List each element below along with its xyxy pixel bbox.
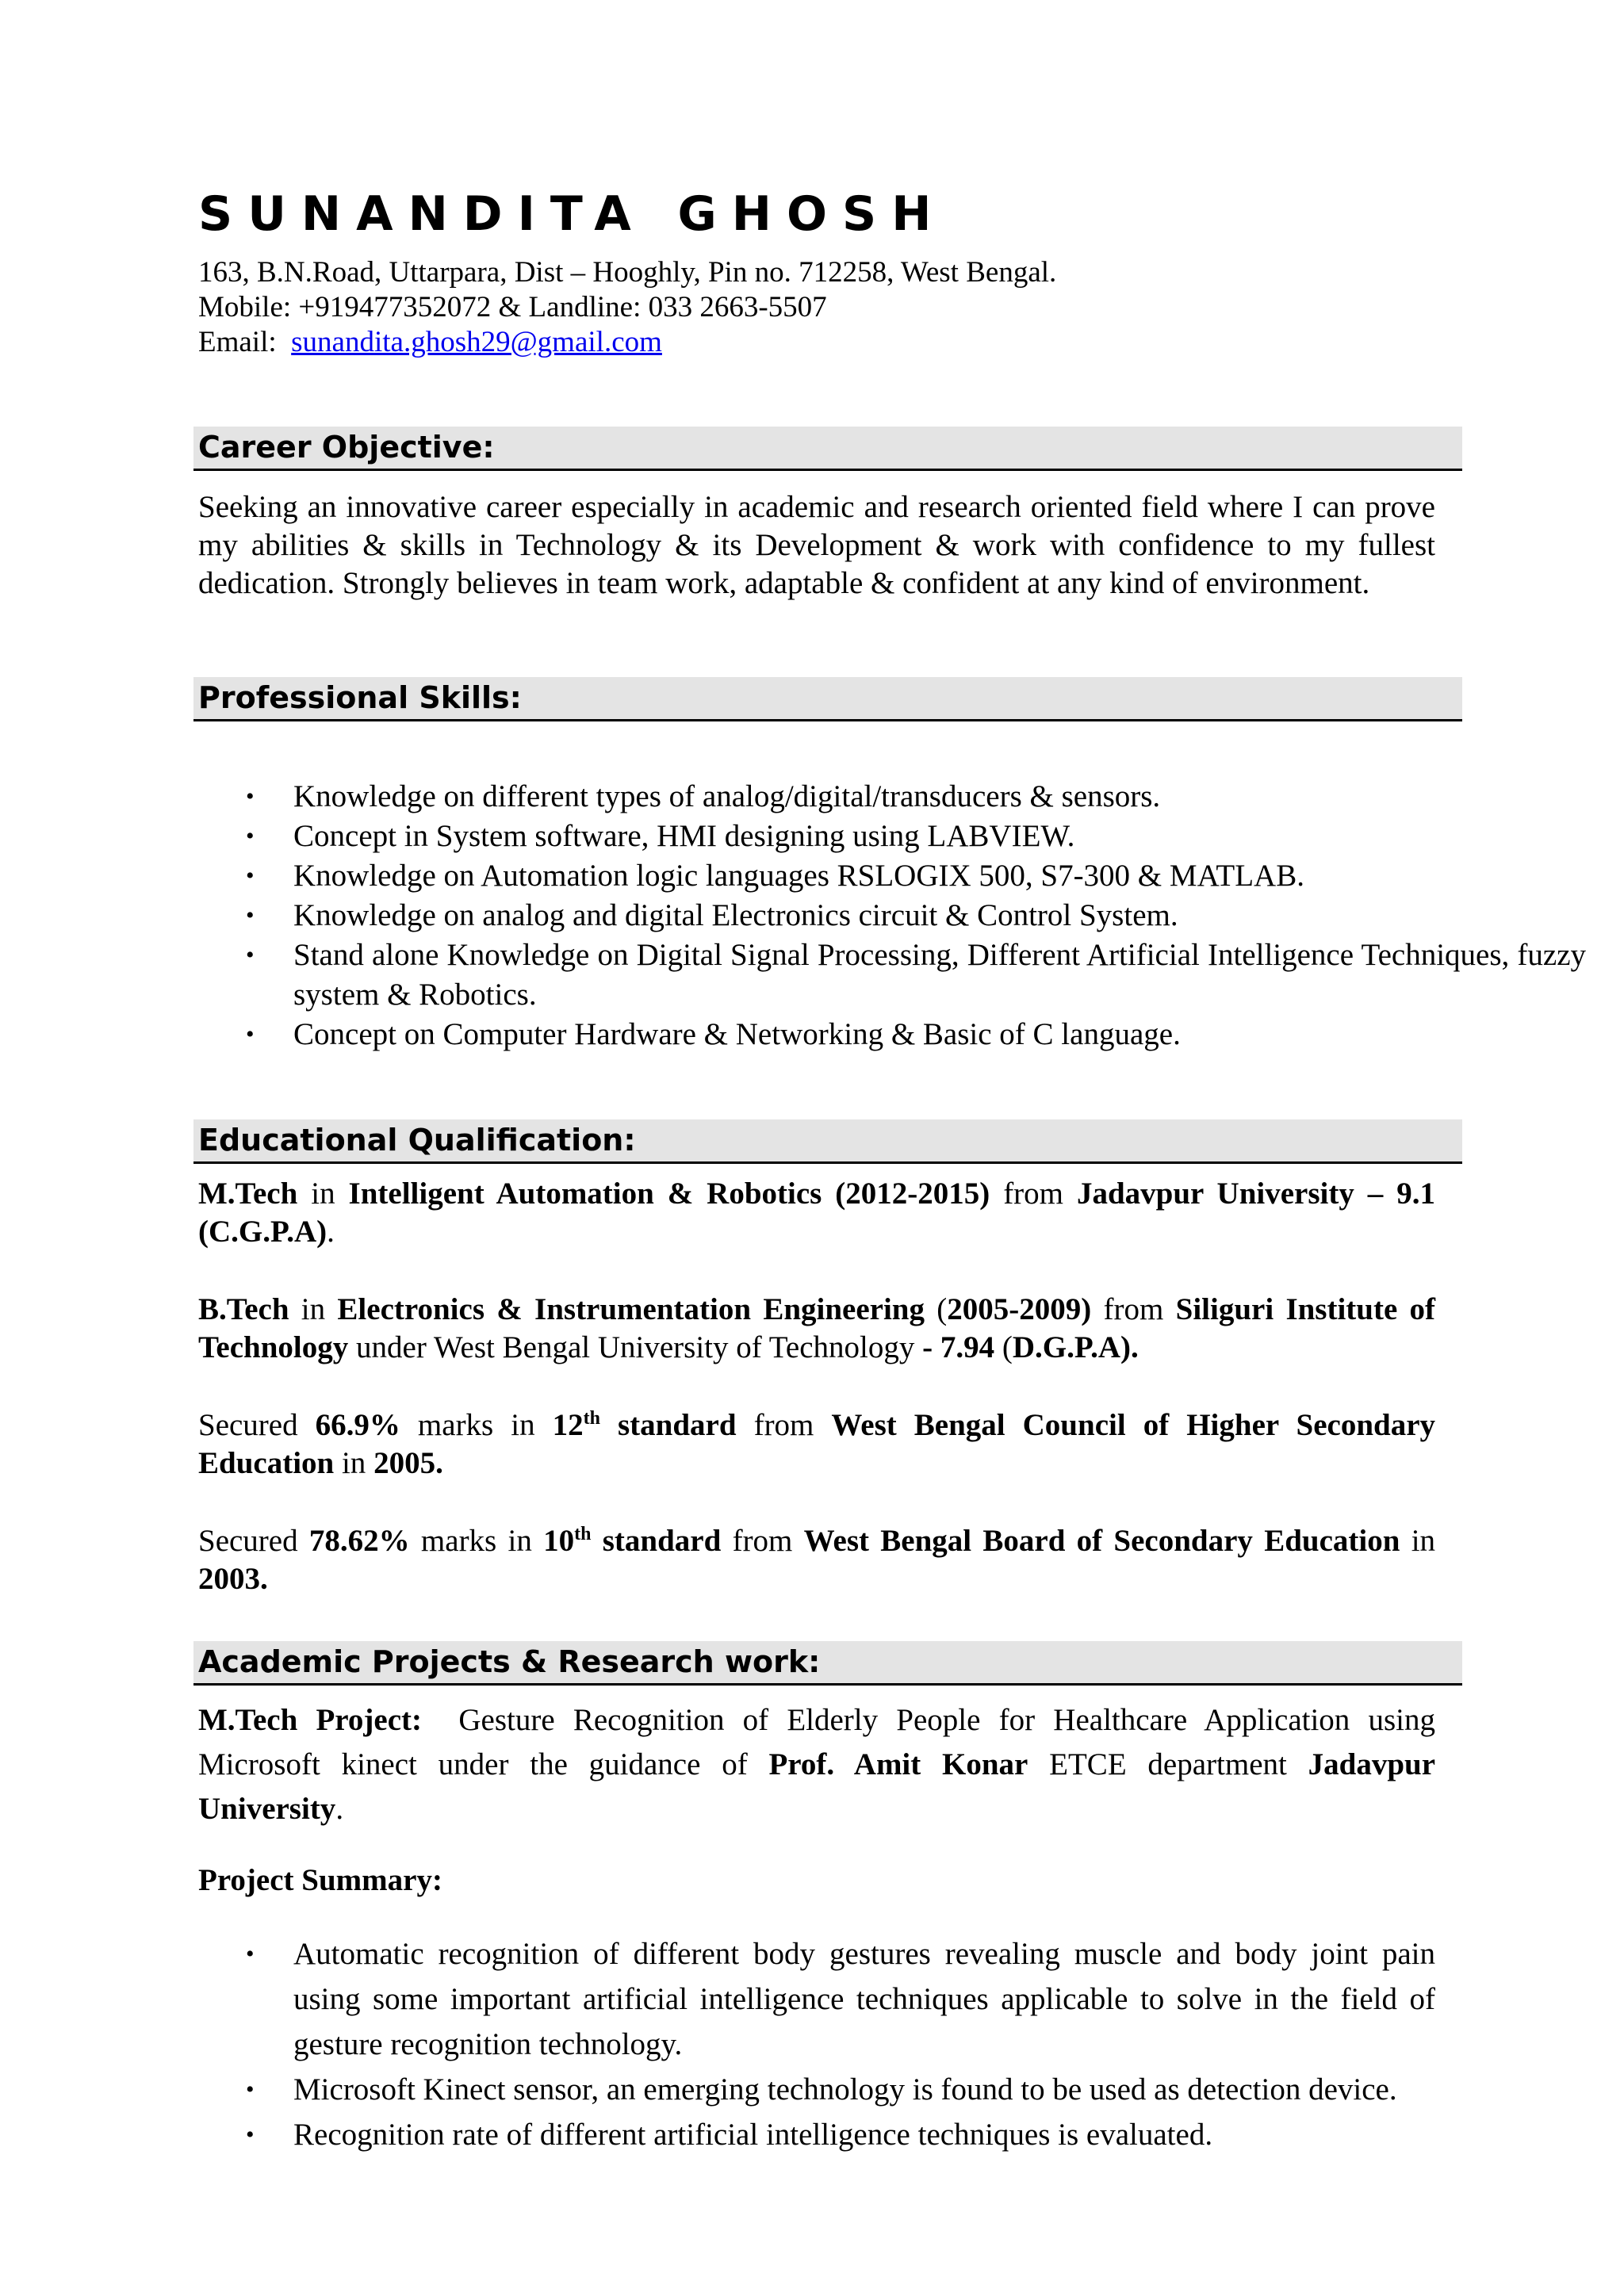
summary-text: Microsoft Kinect sensor, an emerging technology is found to be used as detection device. xyxy=(293,2072,1397,2107)
list-item xyxy=(246,2112,1435,2157)
list-item xyxy=(246,896,1586,936)
ssc-marks-in: marks in xyxy=(420,1524,532,1558)
bullet-icon: • xyxy=(246,2122,255,2148)
project-university: Jadavpur University xyxy=(198,1747,1436,1826)
hs-marks-in: marks in xyxy=(417,1408,535,1442)
candidate-name: SUNANDITA GHOSH xyxy=(198,186,947,242)
list-item xyxy=(246,856,1586,896)
hs-standard: standard xyxy=(618,1408,737,1442)
education-hs xyxy=(198,1406,1435,1483)
btech-under: under West Bengal University of Technology xyxy=(356,1330,915,1364)
ssc-standard: standard xyxy=(602,1524,722,1558)
hs-std-number: 12 xyxy=(552,1408,584,1442)
bullet-icon: • xyxy=(246,863,255,889)
btech-grade: D.G.P.A). xyxy=(1012,1330,1139,1364)
project-description xyxy=(198,1698,1435,1831)
skill-text: Knowledge on analog and digital Electronics circuit & Control System. xyxy=(293,898,1178,932)
email-link[interactable]: sunandita.ghosh29@gmail.com xyxy=(291,326,662,358)
project-summary-label: Project Summary: xyxy=(198,1863,442,1897)
btech-years: 2005-2009) xyxy=(947,1292,1092,1326)
btech-field: Electronics & Instrumentation Engineering xyxy=(337,1292,925,1326)
ssc-marks: 78.62% xyxy=(308,1524,410,1558)
email-line xyxy=(198,325,662,360)
bullet-icon: • xyxy=(246,1941,255,1967)
hs-std xyxy=(553,1408,737,1442)
address-line: 163, B.N.Road, Uttarpara, Dist – Hooghly, Pin no. 712258, West Bengal. xyxy=(198,256,1057,289)
project-summary-heading xyxy=(198,1862,1435,1900)
btech-year-open: ( xyxy=(936,1292,948,1326)
ssc-in: in xyxy=(1411,1524,1436,1558)
project-text: Gesture Recognition of Elderly People for Healthcare Application using Microsoft kinect under the guidance of xyxy=(198,1703,1436,1781)
btech-dash: - 7.94 xyxy=(922,1330,995,1364)
btech-institute: Siliguri Institute of Technology xyxy=(198,1292,1436,1364)
project-summary-list xyxy=(246,1931,1435,2157)
projects-heading: Academic Projects & Research work: xyxy=(193,1641,1462,1686)
mtech-field: Intelligent Automation & Robotics (2012-2015) xyxy=(348,1177,990,1211)
mtech-in: in xyxy=(311,1177,335,1211)
mtech-institute: Jadavpur University – 9.1 (C.G.P.A) xyxy=(198,1177,1435,1249)
mtech-degree: M.Tech xyxy=(198,1177,298,1211)
summary-text: Automatic recognition of different body gestures revealing muscle and body joint pain using some important artificial intelligence techniques applicable to solve in the field of gesture recognition technology. xyxy=(293,1937,1435,2061)
ssc-secured: Secured xyxy=(198,1524,298,1558)
ssc-std-number: 10 xyxy=(543,1524,575,1558)
list-item xyxy=(246,817,1586,856)
skill-text: Knowledge on Automation logic languages RSLOGIX 500, S7-300 & MATLAB. xyxy=(293,859,1304,893)
bullet-icon: • xyxy=(246,1021,255,1047)
hs-secured: Secured xyxy=(198,1408,298,1442)
btech-paren: ( xyxy=(1002,1330,1013,1364)
list-item xyxy=(246,2067,1435,2112)
phone-line: Mobile: +919477352072 & Landline: 033 2663-5507 xyxy=(198,291,827,323)
hs-std-suffix: th xyxy=(583,1408,600,1429)
btech-from: from xyxy=(1103,1292,1164,1326)
summary-text: Recognition rate of different artificial intelligence techniques is evaluated. xyxy=(293,2118,1213,2152)
bullet-icon: • xyxy=(246,902,255,928)
career-objective-text: Seeking an innovative career especially in academic and research oriented field where I can prove my abilities & skills in Technology & its Development & work with confidence to my fullest dedication. Strongly believes in team work, adaptable & confident at any kind of environment. xyxy=(198,490,1435,600)
ssc-std xyxy=(543,1524,721,1558)
education-ssc xyxy=(198,1522,1435,1598)
hs-board: West Bengal Council of Higher Secondary Education xyxy=(198,1408,1436,1480)
professional-skills-heading: Professional Skills: xyxy=(193,677,1462,721)
mtech-end: . xyxy=(327,1215,335,1249)
skill-text: Concept on Computer Hardware & Networking & Basic of C language. xyxy=(293,1017,1181,1051)
skill-text: Concept in System software, HMI designing using LABVIEW. xyxy=(293,819,1075,853)
project-label: M.Tech Project: xyxy=(198,1703,422,1737)
skills-list xyxy=(246,777,1586,1054)
hs-year: 2005. xyxy=(373,1446,443,1480)
hs-from: from xyxy=(753,1408,814,1442)
list-item xyxy=(246,777,1586,817)
ssc-board: West Bengal Board of Secondary Education xyxy=(803,1524,1400,1558)
list-item xyxy=(246,936,1586,1015)
bullet-icon: • xyxy=(246,823,255,849)
project-guide: Prof. Amit Konar xyxy=(768,1747,1028,1781)
skill-text: Stand alone Knowledge on Digital Signal Processing, Different Artificial Intelligence Techniques, fuzzy system & Robotics. xyxy=(293,938,1586,1012)
btech-degree: B.Tech xyxy=(198,1292,289,1326)
list-item xyxy=(246,1931,1435,2067)
hs-in: in xyxy=(341,1446,366,1480)
education-heading: Educational Qualification: xyxy=(193,1119,1462,1164)
project-end: . xyxy=(335,1792,344,1826)
education-mtech xyxy=(198,1175,1435,1251)
ssc-from: from xyxy=(732,1524,793,1558)
education-btech xyxy=(198,1291,1435,1367)
list-item xyxy=(246,1015,1586,1054)
ssc-std-suffix: th xyxy=(574,1524,592,1544)
career-objective-heading: Career Objective: xyxy=(193,427,1462,471)
hs-marks: 66.9% xyxy=(315,1408,400,1442)
ssc-year: 2003. xyxy=(198,1562,268,1596)
bullet-icon: • xyxy=(246,942,255,968)
bullet-icon: • xyxy=(246,783,255,809)
email-label: Email: xyxy=(198,326,277,358)
btech-in: in xyxy=(301,1292,326,1326)
project-department: ETCE department xyxy=(1049,1747,1287,1781)
skill-text: Knowledge on different types of analog/digital/transducers & sensors. xyxy=(293,779,1161,813)
mtech-from: from xyxy=(1003,1177,1063,1211)
bullet-icon: • xyxy=(246,2076,255,2103)
